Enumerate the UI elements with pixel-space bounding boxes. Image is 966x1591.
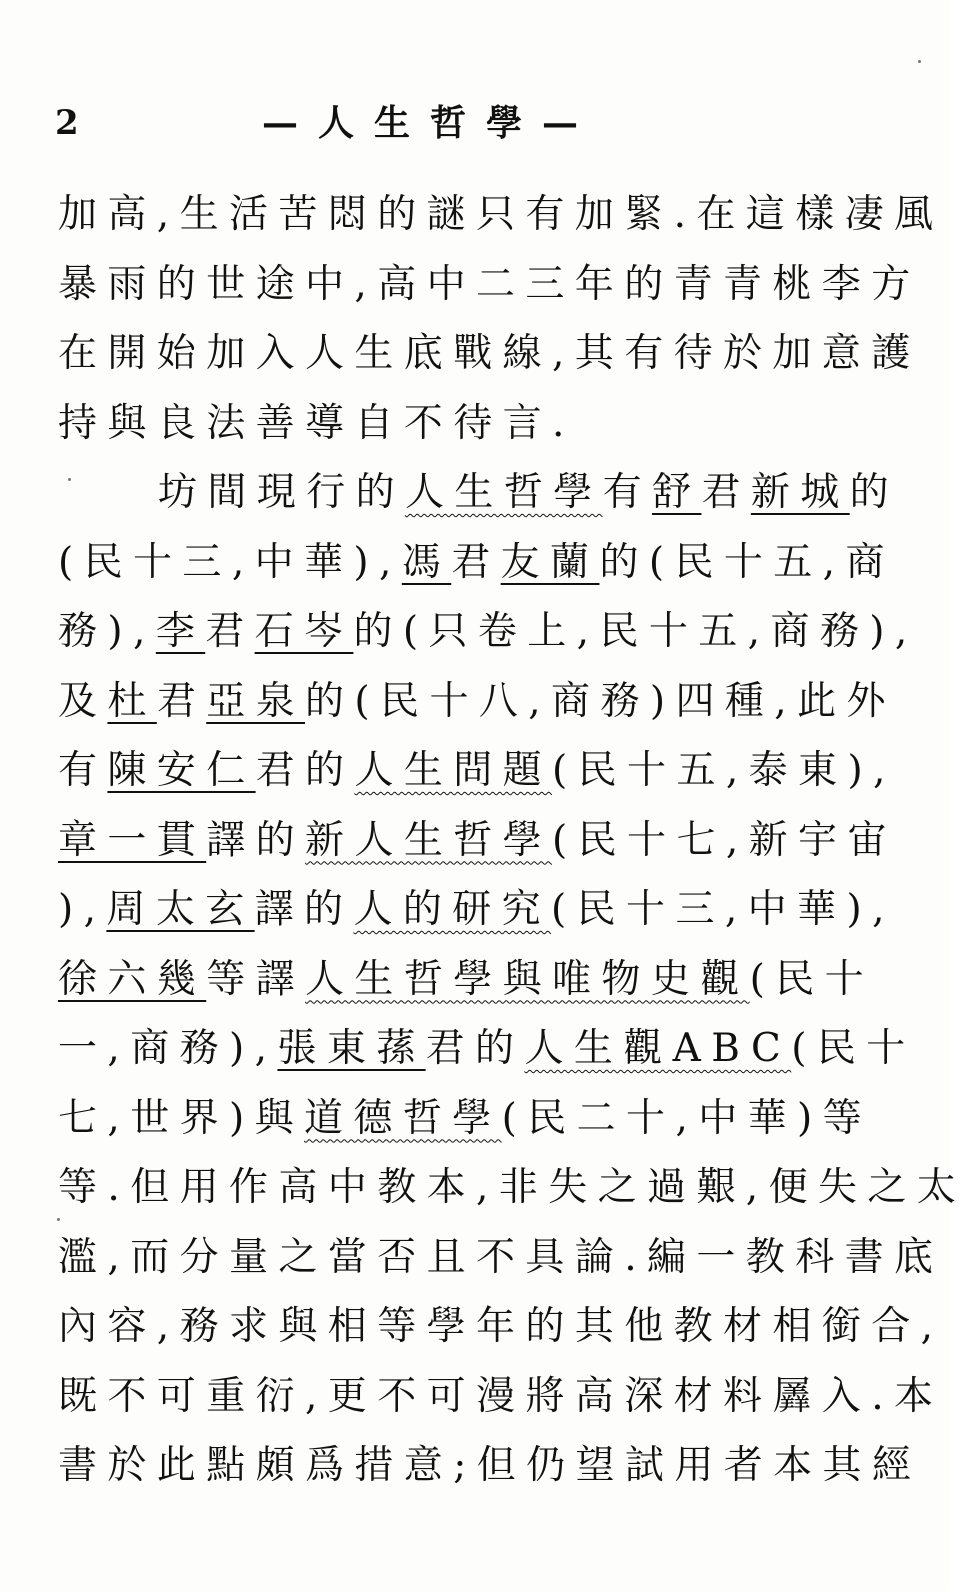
text-run: (民十三,中華), xyxy=(58,539,402,585)
text-run: (民十五,泰東), xyxy=(552,748,896,793)
book-title: 人生問題 xyxy=(354,748,553,793)
text-run: 的 xyxy=(849,470,900,515)
text-line xyxy=(58,1153,966,1223)
scan-speck xyxy=(68,478,71,481)
text-line xyxy=(58,1431,922,1501)
text-run: 持與良法善導自不待言. xyxy=(58,400,575,446)
text-line xyxy=(58,736,898,806)
text-line xyxy=(58,458,898,528)
text-line xyxy=(58,1292,944,1362)
proper-name: 周太玄 xyxy=(106,887,255,932)
text-run: 等.但用作高中教本,非失之過艱,便失之太 xyxy=(58,1165,966,1210)
text-run: (民十 xyxy=(749,956,875,1002)
text-run: 有 xyxy=(602,470,653,515)
text-line xyxy=(58,1014,916,1084)
book-title: 人生哲學 xyxy=(405,470,603,515)
text-run: 有 xyxy=(58,748,108,793)
proper-name: 石岑 xyxy=(254,609,354,654)
text-line xyxy=(58,319,921,389)
proper-name: 馮 xyxy=(401,539,452,585)
text-run: 一,商務), xyxy=(58,1026,278,1071)
text-run: 的(民十五,商 xyxy=(599,539,895,585)
text-run: 君 xyxy=(205,609,255,654)
text-run: 的(民十八,商務)四種,此外 xyxy=(305,678,896,724)
book-title: 人生觀ABC xyxy=(524,1026,792,1071)
proper-name: 友蘭 xyxy=(500,539,600,585)
text-run: (民十七,新宇宙 xyxy=(552,817,897,863)
text-line xyxy=(58,389,898,459)
text-run: (民十 xyxy=(791,1026,916,1071)
text-run: ), xyxy=(58,887,107,932)
text-run: 的(只卷上,民十五,商務), xyxy=(353,609,918,654)
book-title: 新人生哲學 xyxy=(305,817,553,863)
text-run: 君 xyxy=(701,470,751,515)
text-line xyxy=(58,1362,944,1432)
running-title: —人生哲學— xyxy=(262,102,599,144)
text-run: 內容,務求與相等學年的其他教材相銜合, xyxy=(58,1304,944,1349)
text-run: (民十三,中華), xyxy=(551,887,895,932)
proper-name: 新城 xyxy=(750,470,850,515)
page-number: 2 xyxy=(55,103,79,143)
text-run: 坊間現行的 xyxy=(158,470,406,515)
text-run: 暴雨的世途中,高中二三年的青青桃李方 xyxy=(58,261,921,307)
text-run: 君的 xyxy=(255,748,355,793)
text-run: 加高,生活苦悶的謎只有加緊.在這樣凄風 xyxy=(58,192,944,237)
text-line xyxy=(58,875,898,945)
text-run: 七,世界)與 xyxy=(58,1095,305,1141)
text-line xyxy=(58,180,944,250)
scan-speck xyxy=(918,60,921,63)
proper-name: 李 xyxy=(155,609,206,654)
text-line xyxy=(58,528,898,598)
proper-name: 舒 xyxy=(652,470,702,515)
text-run: 濫,而分量之當否且不具論.編一教科書底 xyxy=(58,1234,944,1280)
text-run: 君 xyxy=(156,678,207,724)
proper-name: 章一貫 xyxy=(58,817,207,863)
text-line xyxy=(58,1223,944,1293)
body-text xyxy=(58,180,966,1501)
book-title: 人生哲學與唯物史觀 xyxy=(305,956,750,1002)
text-run: 君 xyxy=(451,539,501,585)
text-run: 譯的 xyxy=(254,887,354,932)
proper-name: 徐六幾 xyxy=(58,956,207,1002)
scan-speck xyxy=(57,1218,60,1221)
text-line xyxy=(58,597,918,667)
proper-name: 陳安仁 xyxy=(107,748,256,793)
text-run: 及 xyxy=(58,678,108,724)
text-line xyxy=(58,806,898,876)
text-run: 在開始加入人生底戰線,其有待於加意護 xyxy=(58,331,921,376)
page-header xyxy=(0,98,950,148)
proper-name: 杜 xyxy=(107,678,157,724)
text-run: 君的 xyxy=(425,1026,525,1071)
text-run: 既不可重衍,更不可漫將高深材料羼入.本 xyxy=(58,1373,944,1419)
text-run: 等譯 xyxy=(206,956,306,1002)
proper-name: 張東蓀 xyxy=(277,1026,426,1071)
book-title: 道德哲學 xyxy=(304,1095,502,1141)
text-run: (民二十,中華)等 xyxy=(501,1095,873,1141)
text-line xyxy=(58,1084,898,1154)
text-run: 書於此點頗爲措意;但仍望試用者本其經 xyxy=(58,1443,922,1488)
text-line xyxy=(58,667,898,737)
text-run: 務), xyxy=(58,609,156,654)
book-title: 人的研究 xyxy=(353,887,552,932)
text-run: 譯的 xyxy=(206,817,306,863)
proper-name: 亞泉 xyxy=(206,678,306,724)
text-line xyxy=(58,945,898,1015)
text-line xyxy=(58,250,921,320)
